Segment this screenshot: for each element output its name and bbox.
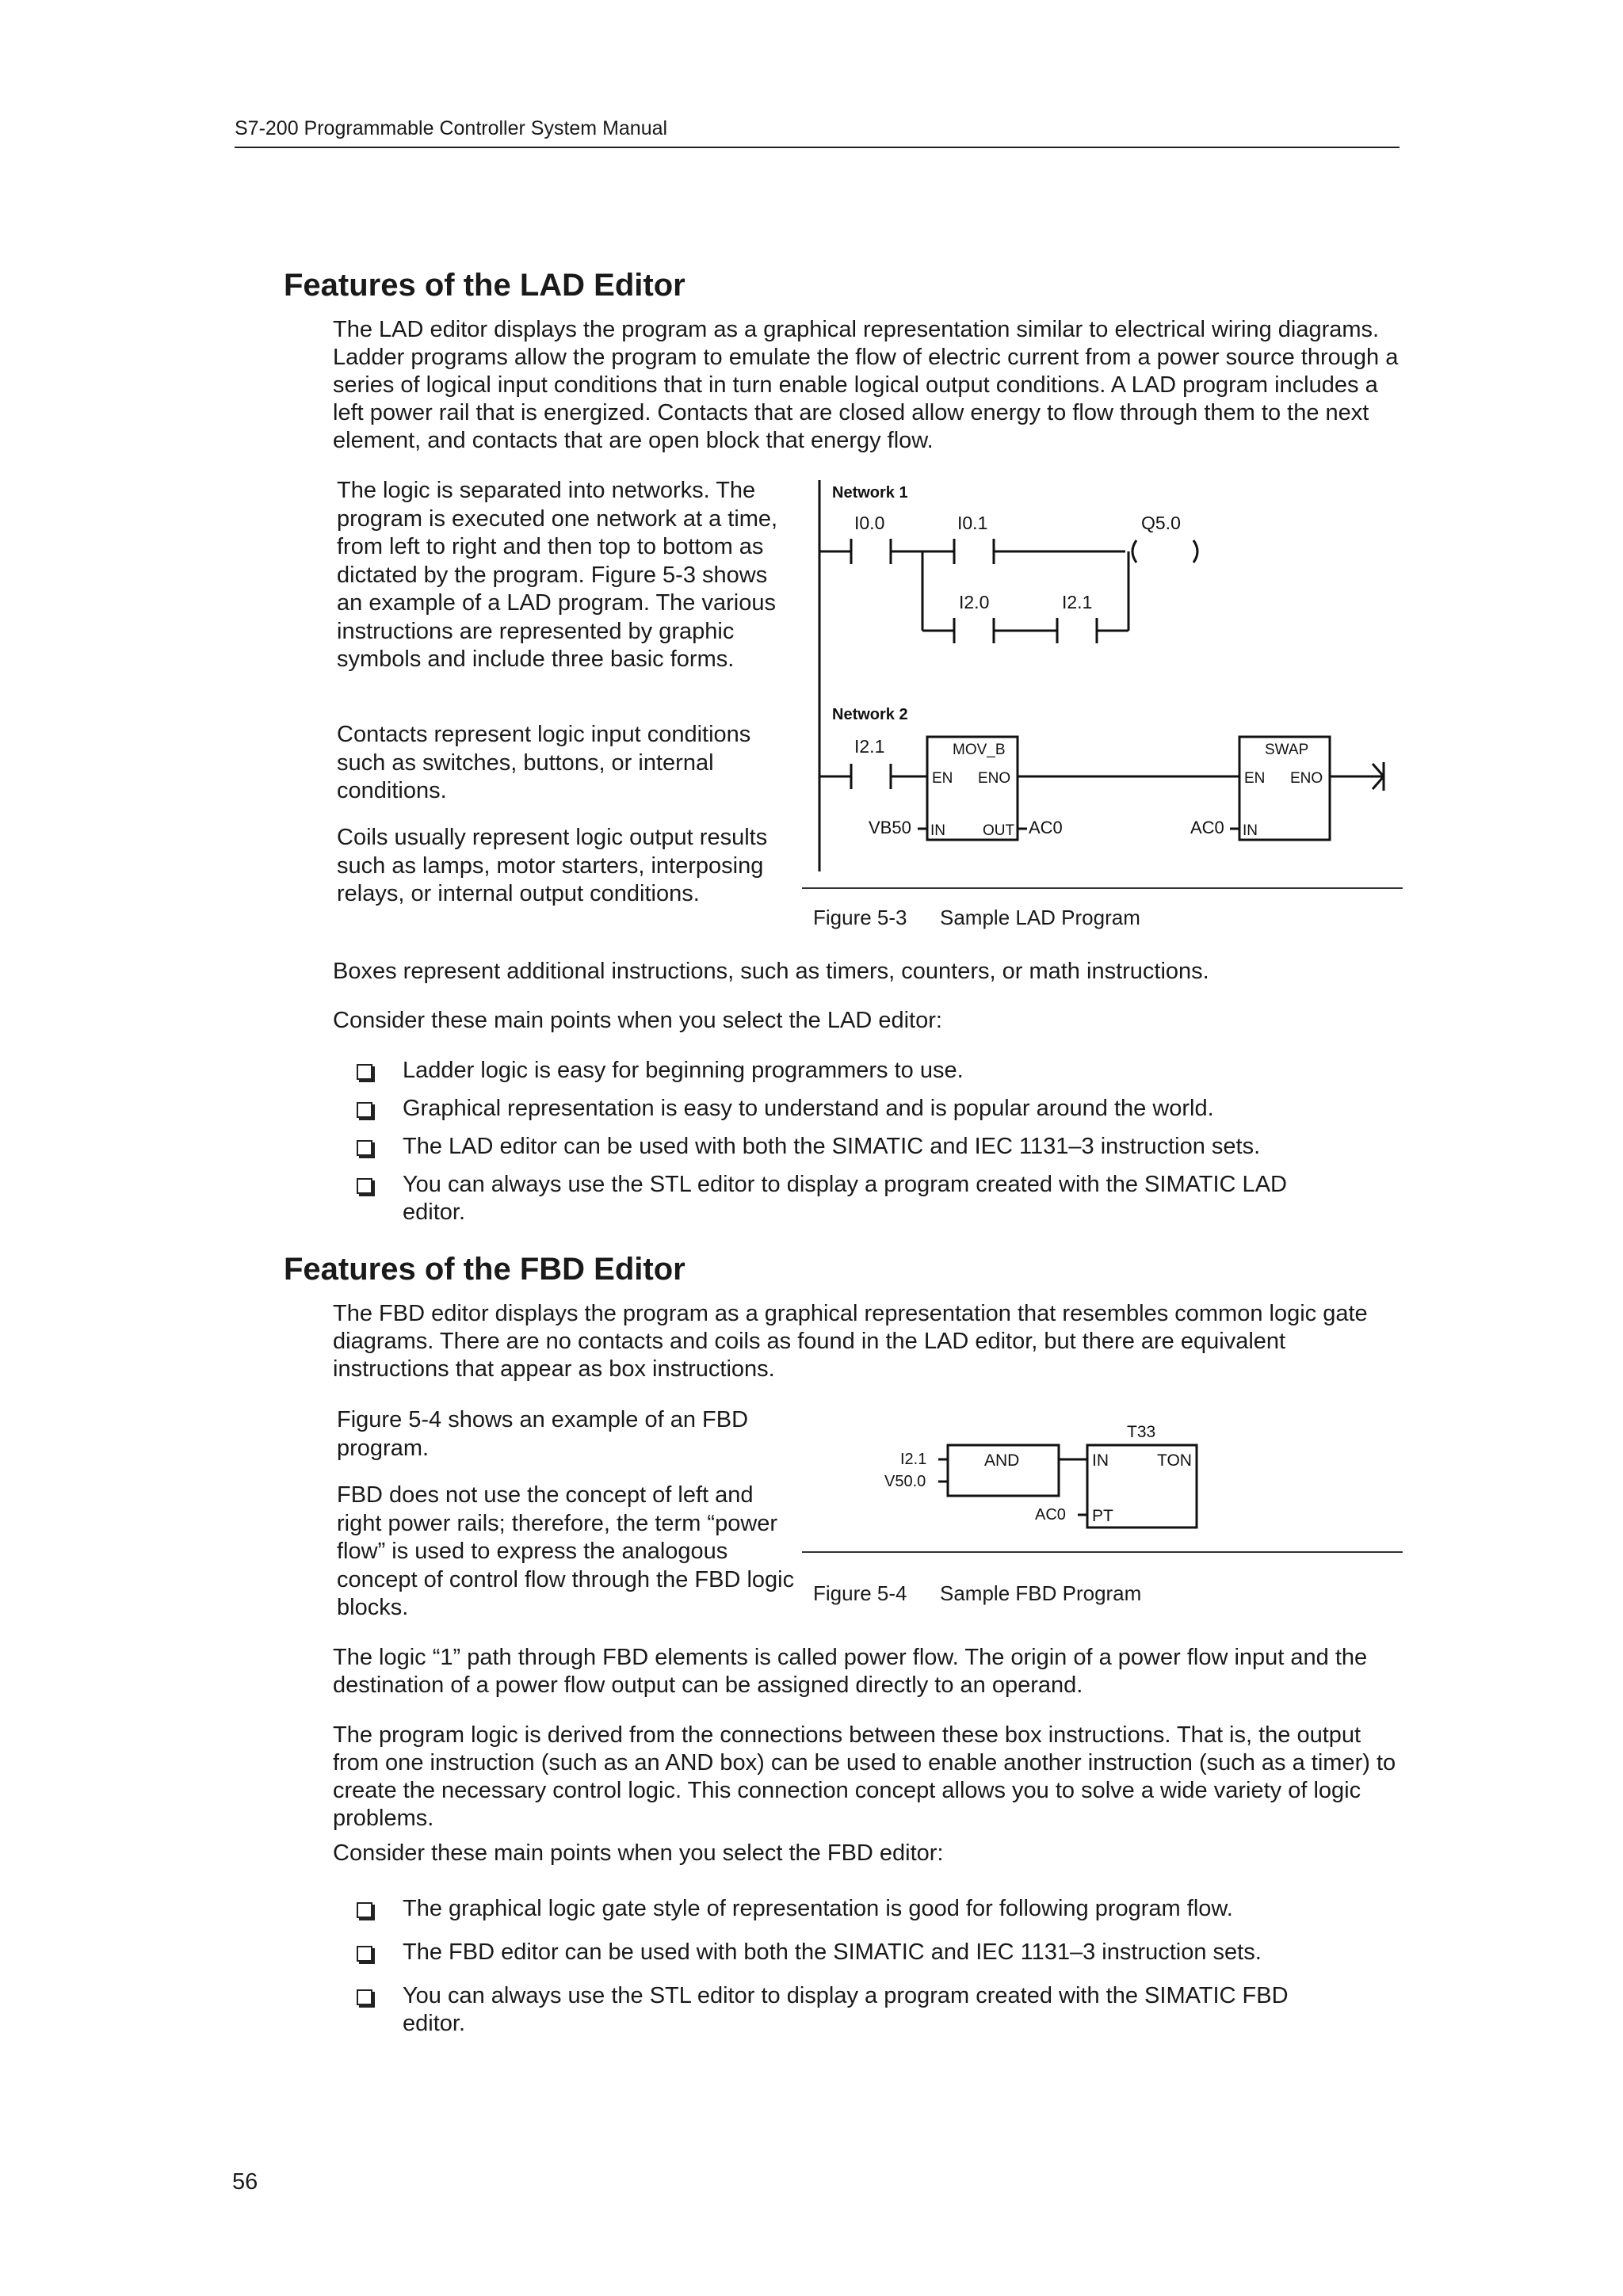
lad-coils-paragraph: Coils usually represent logic output results such as lamps, motor starters, interposing relays, or internal output conditions.: [337, 825, 768, 906]
swap-in-label: IN: [1243, 822, 1258, 839]
coil-q50-label: Q5.0: [1141, 513, 1181, 533]
list-item: The graphical logic gate style of representation is good for following program flow.: [403, 1895, 1401, 1923]
and-box-title: AND: [984, 1451, 1020, 1470]
lad-intro-paragraph: The LAD editor displays the program as a graphical representation similar to electrical wiring diagrams. Ladder programs allow the program to emulate the flow of electric current from a power source through a series of logical input conditions that in turn enable logical output conditions. A LAD program includes a left power rail that is energized. Contacts that are closed allow energy to flow through them to the next element, and contacts that are open block that energy flow.: [333, 317, 1399, 453]
lad-contacts-paragraph: Contacts represent logic input conditions such as switches, buttons, or internal conditions.: [337, 722, 751, 803]
ton-pt-label: PT: [1092, 1507, 1113, 1525]
movb-box-title: MOV_B: [953, 742, 1006, 758]
network2-label: Network 2: [832, 706, 908, 723]
figure-5-4-caption: [813, 1581, 1141, 1606]
lad-boxes-paragraph: Boxes represent additional instructions, such as timers, counters, or math instructions.: [333, 959, 1209, 984]
network1-label: Network 1: [832, 484, 908, 502]
contact-i21-label: I2.1: [1062, 592, 1093, 612]
lad-diagram: [792, 475, 1411, 887]
fbd-points-list: [403, 1895, 1401, 2038]
input-v500-label: V50.0: [884, 1473, 926, 1490]
fbd-power-flow-origin-paragraph: The logic “1” path through FBD elements is called power flow. The origin of a power flow input and the destination of a power flow output can be assigned directly to an operand.: [333, 1645, 1368, 1698]
list-item: The FBD editor can be used with both the SIMATIC and IEC 1131–3 instruction sets.: [403, 1939, 1401, 1966]
checkbox-bullet-icon: [357, 1140, 372, 1156]
contact-n2-i21-label: I2.1: [854, 736, 885, 757]
fbd-heading: Features of the FBD Editor: [284, 1252, 685, 1287]
movb-en-label: EN: [932, 770, 953, 787]
contact-i00-label: I0.0: [854, 513, 885, 533]
checkbox-bullet-icon: [357, 1178, 372, 1194]
swap-box-title: SWAP: [1265, 742, 1309, 758]
checkbox-bullet-icon: [357, 1902, 372, 1918]
fbd-diagram: [872, 1410, 1236, 1537]
figure-5-3-rule: [802, 887, 1403, 889]
list-item: You can always use the STL editor to display a program created with the SIMATIC LAD editor.: [403, 1171, 1354, 1226]
lad-heading: Features of the LAD Editor: [284, 268, 685, 303]
checkbox-bullet-icon: [357, 1064, 372, 1080]
list-item: Ladder logic is easy for beginning programmers to use.: [403, 1057, 1401, 1085]
figure-5-3-caption: [813, 906, 1140, 930]
checkbox-bullet-icon: [357, 1946, 372, 1962]
ac0-in-label: AC0: [1190, 818, 1224, 837]
lad-points-list: [403, 1057, 1401, 1226]
ton-box-title: TON: [1157, 1451, 1192, 1470]
ton-in-label: IN: [1092, 1451, 1109, 1470]
swap-en-label: EN: [1244, 770, 1266, 787]
movb-eno-label: ENO: [978, 770, 1011, 787]
header-rule: [235, 147, 1400, 148]
figure-5-4-number: Figure 5-4: [813, 1581, 907, 1605]
fbd-figure-reference-paragraph: Figure 5-4 shows an example of an FBD program.: [337, 1407, 749, 1461]
ac0-label: AC0: [1035, 1506, 1066, 1524]
ac0-out-label: AC0: [1029, 818, 1063, 837]
movb-out-label: OUT: [983, 822, 1015, 839]
input-i21-label: I2.1: [900, 1451, 927, 1468]
list-item: The LAD editor can be used with both the SIMATIC and IEC 1131–3 instruction sets.: [403, 1133, 1401, 1161]
movb-in-label: IN: [930, 822, 945, 839]
vb50-label: VB50: [869, 818, 911, 837]
figure-5-4-rule: [802, 1551, 1403, 1553]
fbd-power-flow-paragraph: FBD does not use the concept of left and right power rails; therefore, the term “power flow” is used to express the analogous concept of control flow through the FBD logic blocks.: [337, 1482, 795, 1620]
figure-5-4-title: Sample FBD Program: [940, 1581, 1142, 1605]
figure-5-3-number: Figure 5-3: [813, 906, 907, 929]
lad-networks-paragraph: The logic is separated into networks. The program is executed one network at a time, from left to right and then top to bottom as dictated by the program. Figure 5-3 shows an example of a LAD program. The various instructions are represented by graphic symbols and include three basic forms.: [337, 478, 778, 672]
list-item: You can always use the STL editor to display a program created with the SIMATIC FBD editor.: [403, 1982, 1354, 2038]
fbd-program-logic-paragraph: The program logic is derived from the connections between these box instructions. That is, the output from one instruction (such as an AND box) can be used to enable another instruction (such as a timer) to create the necessary control logic. This connection concept allows you to solve a wide variety of logic problems.: [333, 1722, 1396, 1831]
running-header: S7-200 Programmable Controller System Manual: [235, 117, 668, 139]
contact-i20-label: I2.0: [959, 592, 990, 612]
lad-consider-paragraph: Consider these main points when you select the LAD editor:: [333, 1008, 942, 1033]
page-number: 56: [232, 2169, 258, 2195]
timer-t33-label: T33: [1127, 1423, 1156, 1441]
figure-5-3-title: Sample LAD Program: [940, 906, 1140, 929]
fbd-consider-paragraph: Consider these main points when you select the FBD editor:: [333, 1840, 944, 1866]
fbd-intro-paragraph: The FBD editor displays the program as a graphical representation that resembles common logic gate diagrams. There are no contacts and coils as found in the LAD editor, but there are equivalent instructions that appear as box instructions.: [333, 1301, 1368, 1382]
list-item: Graphical representation is easy to understand and is popular around the world.: [403, 1095, 1401, 1123]
swap-eno-label: ENO: [1290, 770, 1323, 787]
contact-i01-label: I0.1: [957, 513, 988, 533]
checkbox-bullet-icon: [357, 1102, 372, 1118]
checkbox-bullet-icon: [357, 1989, 372, 2005]
